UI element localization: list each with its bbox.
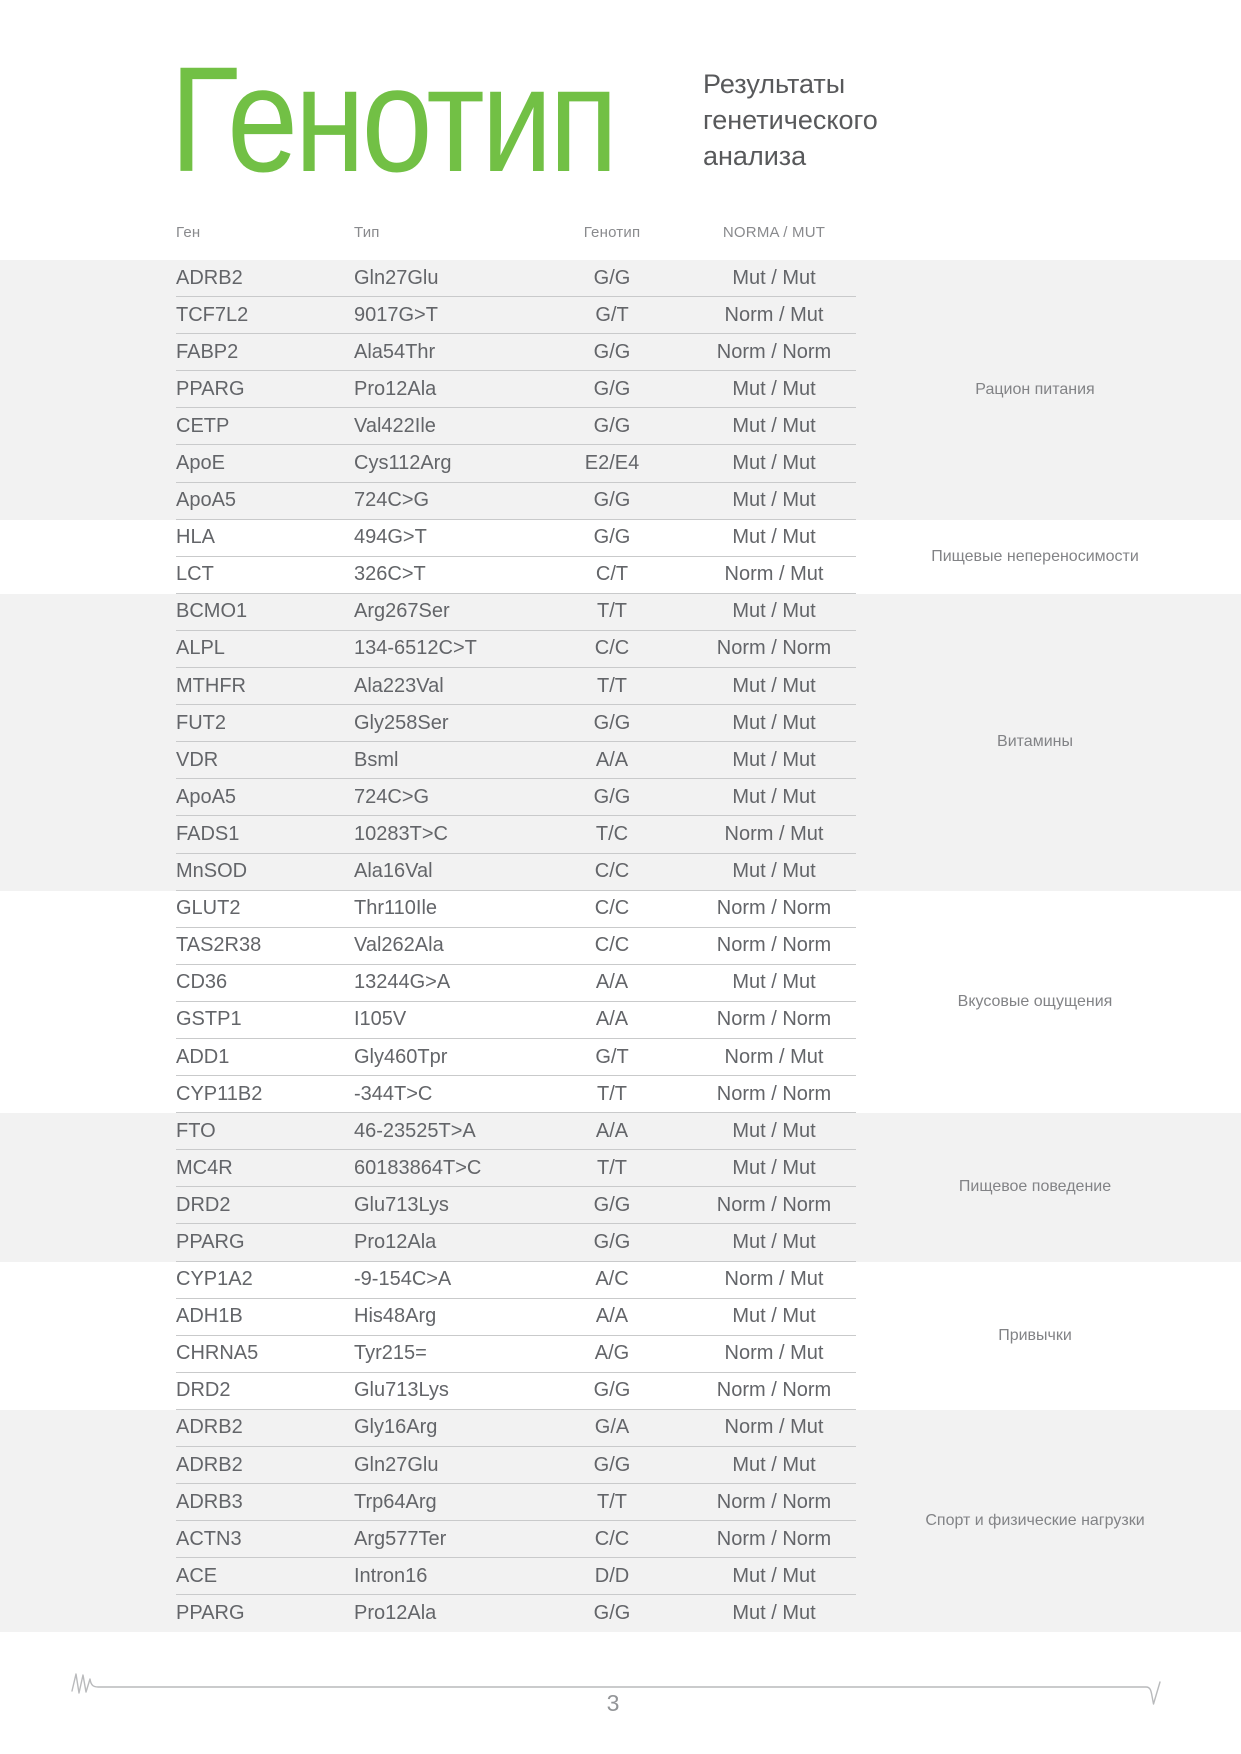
genotype-cell: C/C <box>594 897 630 920</box>
table-row <box>176 1558 856 1595</box>
norma-cell: Norm / Norm <box>716 934 832 957</box>
genotype-cell: G/G <box>593 414 631 437</box>
gene-cell: FUT2 <box>176 711 226 734</box>
subtitle-line-2: генетического <box>703 105 878 135</box>
norma-cell: Mut / Mut <box>732 489 816 512</box>
genotype-cell: T/T <box>597 1082 627 1105</box>
gene-cell: CYP11B2 <box>176 1082 263 1105</box>
gene-cell: CYP1A2 <box>176 1268 253 1291</box>
genotype-cell: C/C <box>594 637 630 660</box>
type-cell: 494G>T <box>354 526 427 549</box>
norma-cell: Mut / Mut <box>732 1156 816 1179</box>
table-row <box>176 1150 856 1187</box>
gene-cell: ApoA5 <box>176 489 237 512</box>
table-row <box>176 1187 856 1224</box>
type-cell: 10283T>C <box>354 822 448 845</box>
genotype-cell: D/D <box>594 1564 630 1587</box>
type-cell: Gly460Tpr <box>354 1045 448 1068</box>
gene-cell: FABP2 <box>176 340 239 363</box>
genotype-cell: G/G <box>593 266 631 289</box>
table-row <box>176 1410 856 1447</box>
type-cell: Ala16Val <box>354 860 433 883</box>
genotype-cell: A/C <box>595 1268 629 1291</box>
gene-cell: PPARG <box>176 1230 245 1253</box>
norma-cell: Mut / Mut <box>732 1602 816 1625</box>
genotype-cell: E2/E4 <box>584 452 640 475</box>
gene-cell: GSTP1 <box>176 1008 242 1031</box>
type-cell: -344T>C <box>354 1082 433 1105</box>
table-row <box>176 334 856 371</box>
norma-cell: Mut / Mut <box>732 674 816 697</box>
gene-cell: HLA <box>176 526 215 549</box>
type-cell: 13244G>A <box>354 971 451 994</box>
norma-cell: Norm / Mut <box>724 303 824 326</box>
category-label: Витамины <box>997 733 1073 751</box>
brand-logo: Генотип <box>170 35 615 203</box>
type-cell: Intron16 <box>354 1564 428 1587</box>
norma-cell: Mut / Mut <box>732 860 816 883</box>
category-label: Вкусовые ощущения <box>957 992 1113 1010</box>
gene-cell: FTO <box>176 1119 216 1142</box>
type-cell: Glu713Lys <box>354 1193 449 1216</box>
norma-cell: Mut / Mut <box>732 600 816 623</box>
gene-cell: ADD1 <box>176 1045 230 1068</box>
norma-cell: Norm / Norm <box>716 1008 832 1031</box>
table-row <box>176 1484 856 1521</box>
table-row <box>176 371 856 408</box>
norma-cell: Mut / Mut <box>732 452 816 475</box>
gene-cell: CETP <box>176 414 230 437</box>
gene-cell: CHRNA5 <box>176 1342 259 1365</box>
type-cell: His48Arg <box>354 1305 437 1328</box>
genotype-cell: C/T <box>595 563 629 586</box>
table-row <box>176 705 856 742</box>
type-cell: 326C>T <box>354 563 426 586</box>
norma-cell: Norm / Mut <box>724 563 824 586</box>
genotype-cell: G/T <box>595 1045 629 1068</box>
type-cell: 46-23525T>A <box>354 1119 476 1142</box>
category-label: Привычки <box>998 1326 1072 1344</box>
type-cell: I105V <box>354 1008 407 1031</box>
gene-cell: LCT <box>176 563 214 586</box>
gene-cell: MC4R <box>176 1156 233 1179</box>
type-cell: Pro12Ala <box>354 377 437 400</box>
type-cell: Pro12Ala <box>354 1230 437 1253</box>
norma-cell: Norm / Mut <box>724 1342 824 1365</box>
table-row <box>176 1373 856 1410</box>
gene-cell: TAS2R38 <box>176 934 262 957</box>
category-label: Пищевое поведение <box>958 1178 1112 1196</box>
genotype-cell: A/A <box>595 748 629 771</box>
genotype-cell: G/G <box>593 340 631 363</box>
table-row <box>176 1039 856 1076</box>
genotype-cell: A/A <box>595 1119 629 1142</box>
gene-cell: ADRB2 <box>176 1453 243 1476</box>
genotype-cell: T/T <box>597 1156 627 1179</box>
genotype-cell: T/C <box>595 822 629 845</box>
table-row <box>176 779 856 816</box>
type-cell: 60183864T>C <box>354 1156 482 1179</box>
type-cell: Glu713Lys <box>354 1379 449 1402</box>
col-header-genotype: Генотип <box>583 223 641 241</box>
norma-cell: Norm / Mut <box>724 1416 824 1439</box>
genotype-cell: A/A <box>595 1305 629 1328</box>
type-cell: Bsml <box>354 748 399 771</box>
genotype-cell: G/T <box>595 303 629 326</box>
genotype-cell: G/G <box>593 1453 631 1476</box>
norma-cell: Mut / Mut <box>732 748 816 771</box>
table-row <box>176 520 856 557</box>
category-section <box>0 1410 1241 1633</box>
page-number: 3 <box>606 1690 620 1716</box>
table-row <box>176 1595 856 1632</box>
gene-cell: DRD2 <box>176 1379 231 1402</box>
type-cell: Trp64Arg <box>354 1490 437 1513</box>
gene-cell: BCMO1 <box>176 600 248 623</box>
category-section <box>0 594 1241 891</box>
gene-cell: GLUT2 <box>176 897 241 920</box>
genotype-cell: G/G <box>593 377 631 400</box>
type-cell: Gly258Ser <box>354 711 449 734</box>
table-row <box>176 297 856 334</box>
norma-cell: Mut / Mut <box>732 711 816 734</box>
norma-cell: Mut / Mut <box>732 414 816 437</box>
category-label: Спорт и физические нагрузки <box>925 1512 1145 1530</box>
gene-cell: ADRB2 <box>176 266 243 289</box>
norma-cell: Norm / Norm <box>716 637 832 660</box>
category-label: Рацион питания <box>975 380 1095 398</box>
table-row <box>176 445 856 482</box>
norma-cell: Mut / Mut <box>732 1453 816 1476</box>
report-subtitle <box>703 66 878 174</box>
gene-cell: PPARG <box>176 1602 245 1625</box>
table-row <box>176 557 856 594</box>
norma-cell: Mut / Mut <box>732 266 816 289</box>
results-table <box>0 260 1241 1632</box>
table-row <box>176 1113 856 1150</box>
table-row <box>176 483 856 520</box>
table-row <box>176 891 856 928</box>
genotype-cell: C/C <box>594 860 630 883</box>
genotype-cell: G/G <box>593 1230 631 1253</box>
category-section <box>0 520 1241 594</box>
table-row <box>176 408 856 445</box>
genotype-cell: T/T <box>597 1490 627 1513</box>
category-label: Пищевые непереносимости <box>931 547 1139 565</box>
table-row <box>176 928 856 965</box>
type-cell: 9017G>T <box>354 303 438 326</box>
norma-cell: Norm / Mut <box>724 822 824 845</box>
table-row <box>176 260 856 297</box>
gene-cell: CD36 <box>176 971 228 994</box>
table-row <box>176 854 856 891</box>
gene-cell: ADH1B <box>176 1305 243 1328</box>
gene-cell: TCF7L2 <box>176 303 249 326</box>
norma-cell: Mut / Mut <box>732 785 816 808</box>
gene-cell: PPARG <box>176 377 245 400</box>
norma-cell: Norm / Norm <box>716 1082 832 1105</box>
norma-cell: Mut / Mut <box>732 526 816 549</box>
norma-cell: Mut / Mut <box>732 1119 816 1142</box>
genotype-cell: A/A <box>595 1008 629 1031</box>
table-row <box>176 965 856 1002</box>
subtitle-line-1: Результаты <box>703 69 846 99</box>
gene-cell: DRD2 <box>176 1193 231 1216</box>
norma-cell: Norm / Norm <box>716 1527 832 1550</box>
genotype-cell: G/G <box>593 1193 631 1216</box>
norma-cell: Norm / Norm <box>716 897 832 920</box>
norma-cell: Mut / Mut <box>732 1230 816 1253</box>
col-header-type: Тип <box>354 223 380 241</box>
genotype-cell: T/T <box>597 600 627 623</box>
genotype-cell: G/G <box>593 711 631 734</box>
type-cell: Cys112Arg <box>354 452 452 475</box>
norma-cell: Norm / Mut <box>724 1045 824 1068</box>
type-cell: Val262Ala <box>354 934 444 957</box>
gene-cell: ACE <box>176 1564 218 1587</box>
gene-cell: ALPL <box>176 637 225 660</box>
gene-cell: ADRB2 <box>176 1416 243 1439</box>
genotype-cell: G/G <box>593 785 631 808</box>
norma-cell: Mut / Mut <box>732 1305 816 1328</box>
table-row <box>176 1224 856 1261</box>
genotype-cell: G/G <box>593 526 631 549</box>
table-row <box>176 1076 856 1113</box>
norma-cell: Mut / Mut <box>732 971 816 994</box>
table-row <box>176 1299 856 1336</box>
genotype-cell: C/C <box>594 934 630 957</box>
type-cell: Ala54Thr <box>354 340 436 363</box>
table-row <box>176 742 856 779</box>
category-section <box>0 1262 1241 1410</box>
table-header-row <box>176 220 856 244</box>
type-cell: Gln27Glu <box>354 266 439 289</box>
table-row <box>176 1447 856 1484</box>
type-cell: Arg577Ter <box>354 1527 447 1550</box>
genotype-cell: C/C <box>594 1527 630 1550</box>
genotype-cell: A/A <box>595 971 629 994</box>
table-row <box>176 816 856 853</box>
norma-cell: Mut / Mut <box>732 377 816 400</box>
genotype-cell: G/G <box>593 489 631 512</box>
norma-cell: Mut / Mut <box>732 1564 816 1587</box>
type-cell: Ala223Val <box>354 674 444 697</box>
table-row <box>176 631 856 668</box>
col-header-gene: Ген <box>176 223 201 241</box>
gene-cell: ACTN3 <box>176 1527 242 1550</box>
table-row <box>176 668 856 705</box>
category-section <box>0 260 1241 520</box>
gene-cell: ApoE <box>176 452 225 475</box>
type-cell: -9-154C>A <box>354 1268 452 1291</box>
type-cell: 724C>G <box>354 489 430 512</box>
norma-cell: Norm / Mut <box>724 1268 824 1291</box>
category-section <box>0 891 1241 1114</box>
category-section <box>0 1113 1241 1261</box>
genotype-cell: G/G <box>593 1602 631 1625</box>
type-cell: 724C>G <box>354 785 430 808</box>
type-cell: Arg267Ser <box>354 600 450 623</box>
norma-cell: Norm / Norm <box>716 1379 832 1402</box>
type-cell: Gly16Arg <box>354 1416 438 1439</box>
genotype-cell: G/A <box>594 1416 630 1439</box>
genotype-cell: A/G <box>594 1342 630 1365</box>
table-row <box>176 1336 856 1373</box>
gene-cell: MTHFR <box>176 674 246 697</box>
norma-cell: Norm / Norm <box>716 340 832 363</box>
norma-cell: Norm / Norm <box>716 1490 832 1513</box>
genotype-cell: G/G <box>593 1379 631 1402</box>
subtitle-line-3: анализа <box>703 141 807 171</box>
col-header-norma: NORMA / MUT <box>722 223 826 241</box>
gene-cell: VDR <box>176 748 219 771</box>
gene-cell: MnSOD <box>176 860 248 883</box>
type-cell: Val422Ile <box>354 414 436 437</box>
gene-cell: ADRB3 <box>176 1490 243 1513</box>
table-row <box>176 594 856 631</box>
genotype-cell: T/T <box>597 674 627 697</box>
type-cell: Gln27Glu <box>354 1453 439 1476</box>
table-row <box>176 1521 856 1558</box>
type-cell: Tyr215= <box>354 1342 427 1365</box>
table-row <box>176 1262 856 1299</box>
gene-cell: FADS1 <box>176 822 240 845</box>
type-cell: 134-6512C>T <box>354 637 477 660</box>
norma-cell: Norm / Norm <box>716 1193 832 1216</box>
type-cell: Pro12Ala <box>354 1602 437 1625</box>
type-cell: Thr110Ile <box>354 897 438 920</box>
table-row <box>176 1002 856 1039</box>
gene-cell: ApoA5 <box>176 785 237 808</box>
